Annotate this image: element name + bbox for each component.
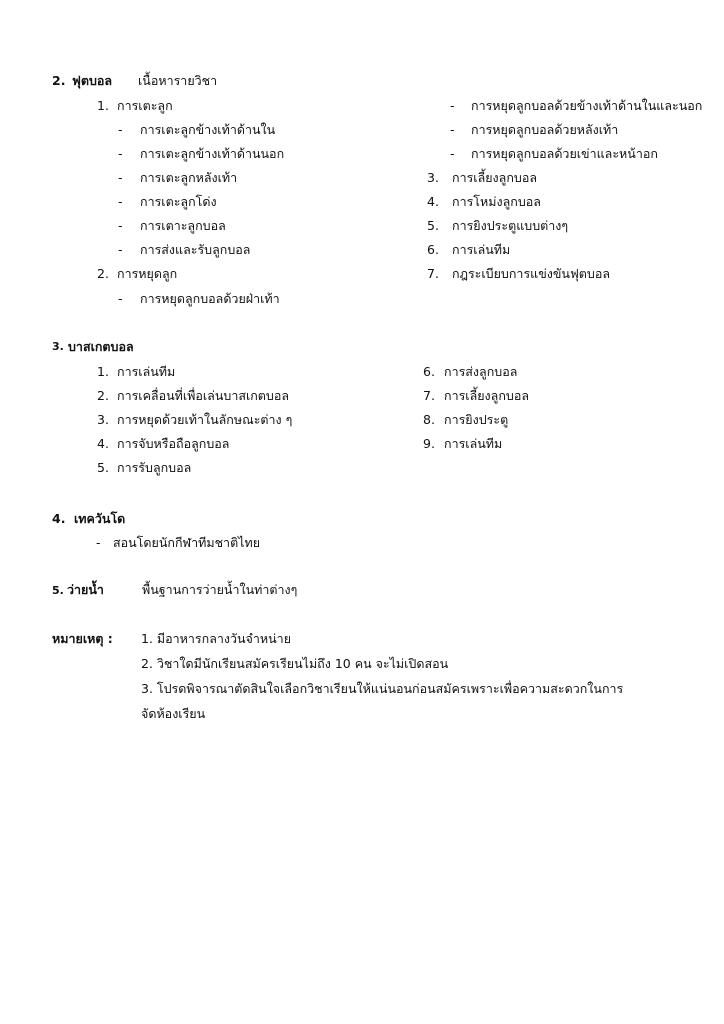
taekwondo-number: 4. xyxy=(52,511,66,526)
list-item: การเตะลูก xyxy=(117,98,173,113)
list-marker: 6. xyxy=(423,364,435,379)
list-item: การหยุดลูกบอลด้วยฝ่าเท้า xyxy=(140,291,280,306)
list-item: การส่งและรับลูกบอล xyxy=(140,242,251,257)
list-marker: - xyxy=(118,242,123,257)
list-marker: 6. xyxy=(427,242,439,257)
taekwondo-description: สอนโดยนักกีฬาทีมชาติไทย xyxy=(113,535,261,550)
list-item: การเลี้ยงลูกบอล xyxy=(444,388,529,403)
taekwondo-title: เทควันโด xyxy=(74,511,126,526)
list-item: การหยุดลูกบอลด้วยข้างเท้าด้านในและนอก xyxy=(471,98,703,113)
list-item: การหยุดลูก xyxy=(117,266,178,281)
list-marker: - xyxy=(118,122,123,137)
swimming-title: ว่ายน้ำ xyxy=(67,582,104,597)
list-marker: 2. xyxy=(97,266,109,281)
list-item: การเล่นทีม xyxy=(117,364,176,379)
list-item: กฎระเบียบการแข่งขันฟุตบอล xyxy=(452,266,611,281)
list-marker: 9. xyxy=(423,436,435,451)
football-number: 2. xyxy=(52,73,66,88)
list-item: การยิงประตูแบบต่างๆ xyxy=(452,218,569,233)
list-item: การส่งลูกบอล xyxy=(444,364,518,379)
list-item: การหยุดลูกบอลด้วยหลังเท้า xyxy=(471,122,619,137)
list-item: การโหม่งลูกบอล xyxy=(452,194,541,209)
list-marker: - xyxy=(118,194,123,209)
list-item: การเลี้ยงลูกบอล xyxy=(452,170,537,185)
list-item: การเตาะลูกบอล xyxy=(140,218,226,233)
note-continuation: จัดห้องเรียน xyxy=(141,706,206,721)
list-marker: 7. xyxy=(423,388,435,403)
football-subtitle: เนื้อหารายวิชา xyxy=(138,73,218,88)
list-marker: 5. xyxy=(97,460,109,475)
swimming-number: 5. xyxy=(52,584,64,597)
football-title: ฟุตบอล xyxy=(72,73,113,88)
list-item: การเคลื่อนที่เพื่อเล่นบาสเกตบอล xyxy=(117,388,290,403)
basketball-number: 3. xyxy=(52,340,64,353)
list-item: การยิงประตู xyxy=(444,412,509,427)
list-marker: - xyxy=(118,146,123,161)
list-marker: - xyxy=(450,146,455,161)
list-item: การเล่นทีม xyxy=(444,436,503,451)
list-item: การจับหรือถือลูกบอล xyxy=(117,436,230,451)
list-marker: - xyxy=(118,291,123,306)
list-marker: 8. xyxy=(423,412,435,427)
list-marker: 2. xyxy=(97,388,109,403)
list-item: การหยุดลูกบอลด้วยเข่าและหน้าอก xyxy=(471,146,658,161)
list-item: การรับลูกบอล xyxy=(117,460,192,475)
list-marker: - xyxy=(96,535,101,550)
list-marker: 5. xyxy=(427,218,439,233)
swimming-description: พื้นฐานการว่ายน้ำในท่าต่างๆ xyxy=(142,582,298,597)
list-marker: 3. xyxy=(97,412,109,427)
list-marker: - xyxy=(450,98,455,113)
note-item: 3. โปรดพิจารณาตัดสินใจเลือกวิชาเรียนให้แน่นอนก่อนสมัครเพราะเพื่อความสะดวกในการ xyxy=(141,681,624,696)
list-item: การเตะลูกข้างเท้าด้านใน xyxy=(140,122,276,137)
list-item: การเตะลูกโด่ง xyxy=(140,194,217,209)
note-item: 1. มีอาหารกลางวันจำหน่าย xyxy=(141,631,292,646)
list-marker: - xyxy=(118,170,123,185)
note-item: 2. วิชาใดมีนักเรียนสมัครเรียนไม่ถึง 10 คน จะไม่เปิดสอน xyxy=(141,656,449,671)
list-marker: 1. xyxy=(97,98,109,113)
notes-label: หมายเหตุ : xyxy=(52,631,113,646)
list-marker: 1. xyxy=(97,364,109,379)
list-marker: 4. xyxy=(97,436,109,451)
list-marker: 3. xyxy=(427,170,439,185)
list-item: การหยุดด้วยเท้าในลักษณะต่าง ๆ xyxy=(117,412,293,427)
list-marker: 7. xyxy=(427,266,439,281)
list-item: การเตะลูกข้างเท้าด้านนอก xyxy=(140,146,285,161)
list-item: การเล่นทีม xyxy=(452,242,511,257)
list-item: การเตะลูกหลังเท้า xyxy=(140,170,238,185)
list-marker: - xyxy=(118,218,123,233)
basketball-title: บาสเกตบอล xyxy=(68,339,134,354)
list-marker: - xyxy=(450,122,455,137)
list-marker: 4. xyxy=(427,194,439,209)
